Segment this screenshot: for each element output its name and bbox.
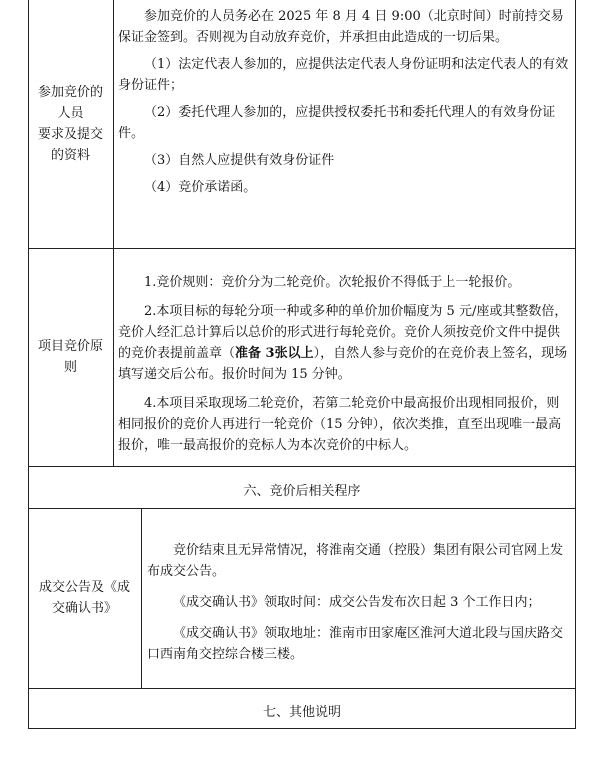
row-divider bbox=[28, 466, 576, 467]
rule-item: 4.本项目采取现场二轮竞价，若第二轮竞价中最高报价出现相同报价，则相同报价的竞价人再进行一轮竞价（15 分钟），依次类推，直至出现唯一最高报价，唯一最高报价的竞标人为本次竞价的中标人。 bbox=[118, 396, 562, 453]
label-line: 要求及提交 bbox=[37, 127, 103, 142]
announcement-item: 《成交确认书》领取时间：成交公告发布次日起 3 个工作日内； bbox=[173, 595, 541, 610]
rule-item bbox=[118, 301, 572, 385]
requirement-item: （4）竞价承诺函。 bbox=[144, 180, 257, 195]
requirement-item: （3）自然人应提供有效身份证件 bbox=[144, 153, 335, 168]
rule-text: ），自然人参与竞价的在竞价表上签名，现场填写递交后公布。报价时间为 15 分钟。 bbox=[118, 346, 568, 382]
label-line: 参加竞价的 bbox=[37, 85, 103, 100]
label-line: 项目竞价原 bbox=[37, 339, 103, 354]
label-line: 成交公告及《成 bbox=[38, 580, 130, 595]
label-line: 交确认书》 bbox=[51, 601, 117, 616]
requirement-item: （2）委托代理人参加的，应提供授权委托书和委托代理人的有效身份证件。 bbox=[118, 105, 556, 141]
label-line: 的资料 bbox=[50, 148, 90, 163]
column-divider bbox=[113, 0, 114, 248]
announcement-item: 竞价结束且无异常情况，将淮南交通（控股）集团有限公司官网上发布成交公告。 bbox=[147, 543, 564, 579]
announcement-item: 《成交确认书》领取地址：淮南市田家庵区淮河大道北段与国庆路交口西南角交控综合楼三楼。 bbox=[147, 626, 564, 662]
requirement-intro: 参加竞价的人员务必在 2025 年 8 月 4 日 9:00（北京时间）时前持交易保证金签到。否则视为自动放弃竞价，并承担由此造成的一切后果。 bbox=[118, 9, 564, 45]
rule-item: 1.竞价规则：竞价分为二轮竞价。次轮报价不得低于上一轮报价。 bbox=[144, 275, 521, 290]
label-line: 则 bbox=[63, 360, 77, 375]
section-six-title: 六、竞价后相关程序 bbox=[243, 484, 361, 499]
bidding-rules-content bbox=[118, 272, 572, 456]
rule-emphasis: 准备 3张以上 bbox=[235, 346, 314, 361]
requirement-item: （1）法定代表人参加的，应提供法定代表人身份证明和法定代表人的有效身份证件； bbox=[118, 57, 569, 93]
announcement-content bbox=[147, 540, 572, 665]
column-divider bbox=[113, 248, 114, 466]
rule-text: 2.本项目标的每轮分项一种或多种的单价加价幅度为 5 元/座或其整数倍，竞价人经汇总计算后以总价的形式进行每轮竞价。竞价人须按竞价文件中提供的竞价表提前盖章（ bbox=[118, 304, 568, 361]
bidding-rules-label bbox=[28, 248, 113, 466]
requirements-label bbox=[28, 0, 113, 248]
column-divider bbox=[141, 508, 142, 688]
requirements-content bbox=[118, 6, 572, 198]
row-divider bbox=[28, 688, 576, 689]
label-line: 人员 bbox=[57, 106, 84, 121]
row-divider bbox=[28, 728, 576, 729]
announcement-label bbox=[28, 508, 141, 688]
section-seven-title: 七、其他说明 bbox=[262, 705, 341, 720]
